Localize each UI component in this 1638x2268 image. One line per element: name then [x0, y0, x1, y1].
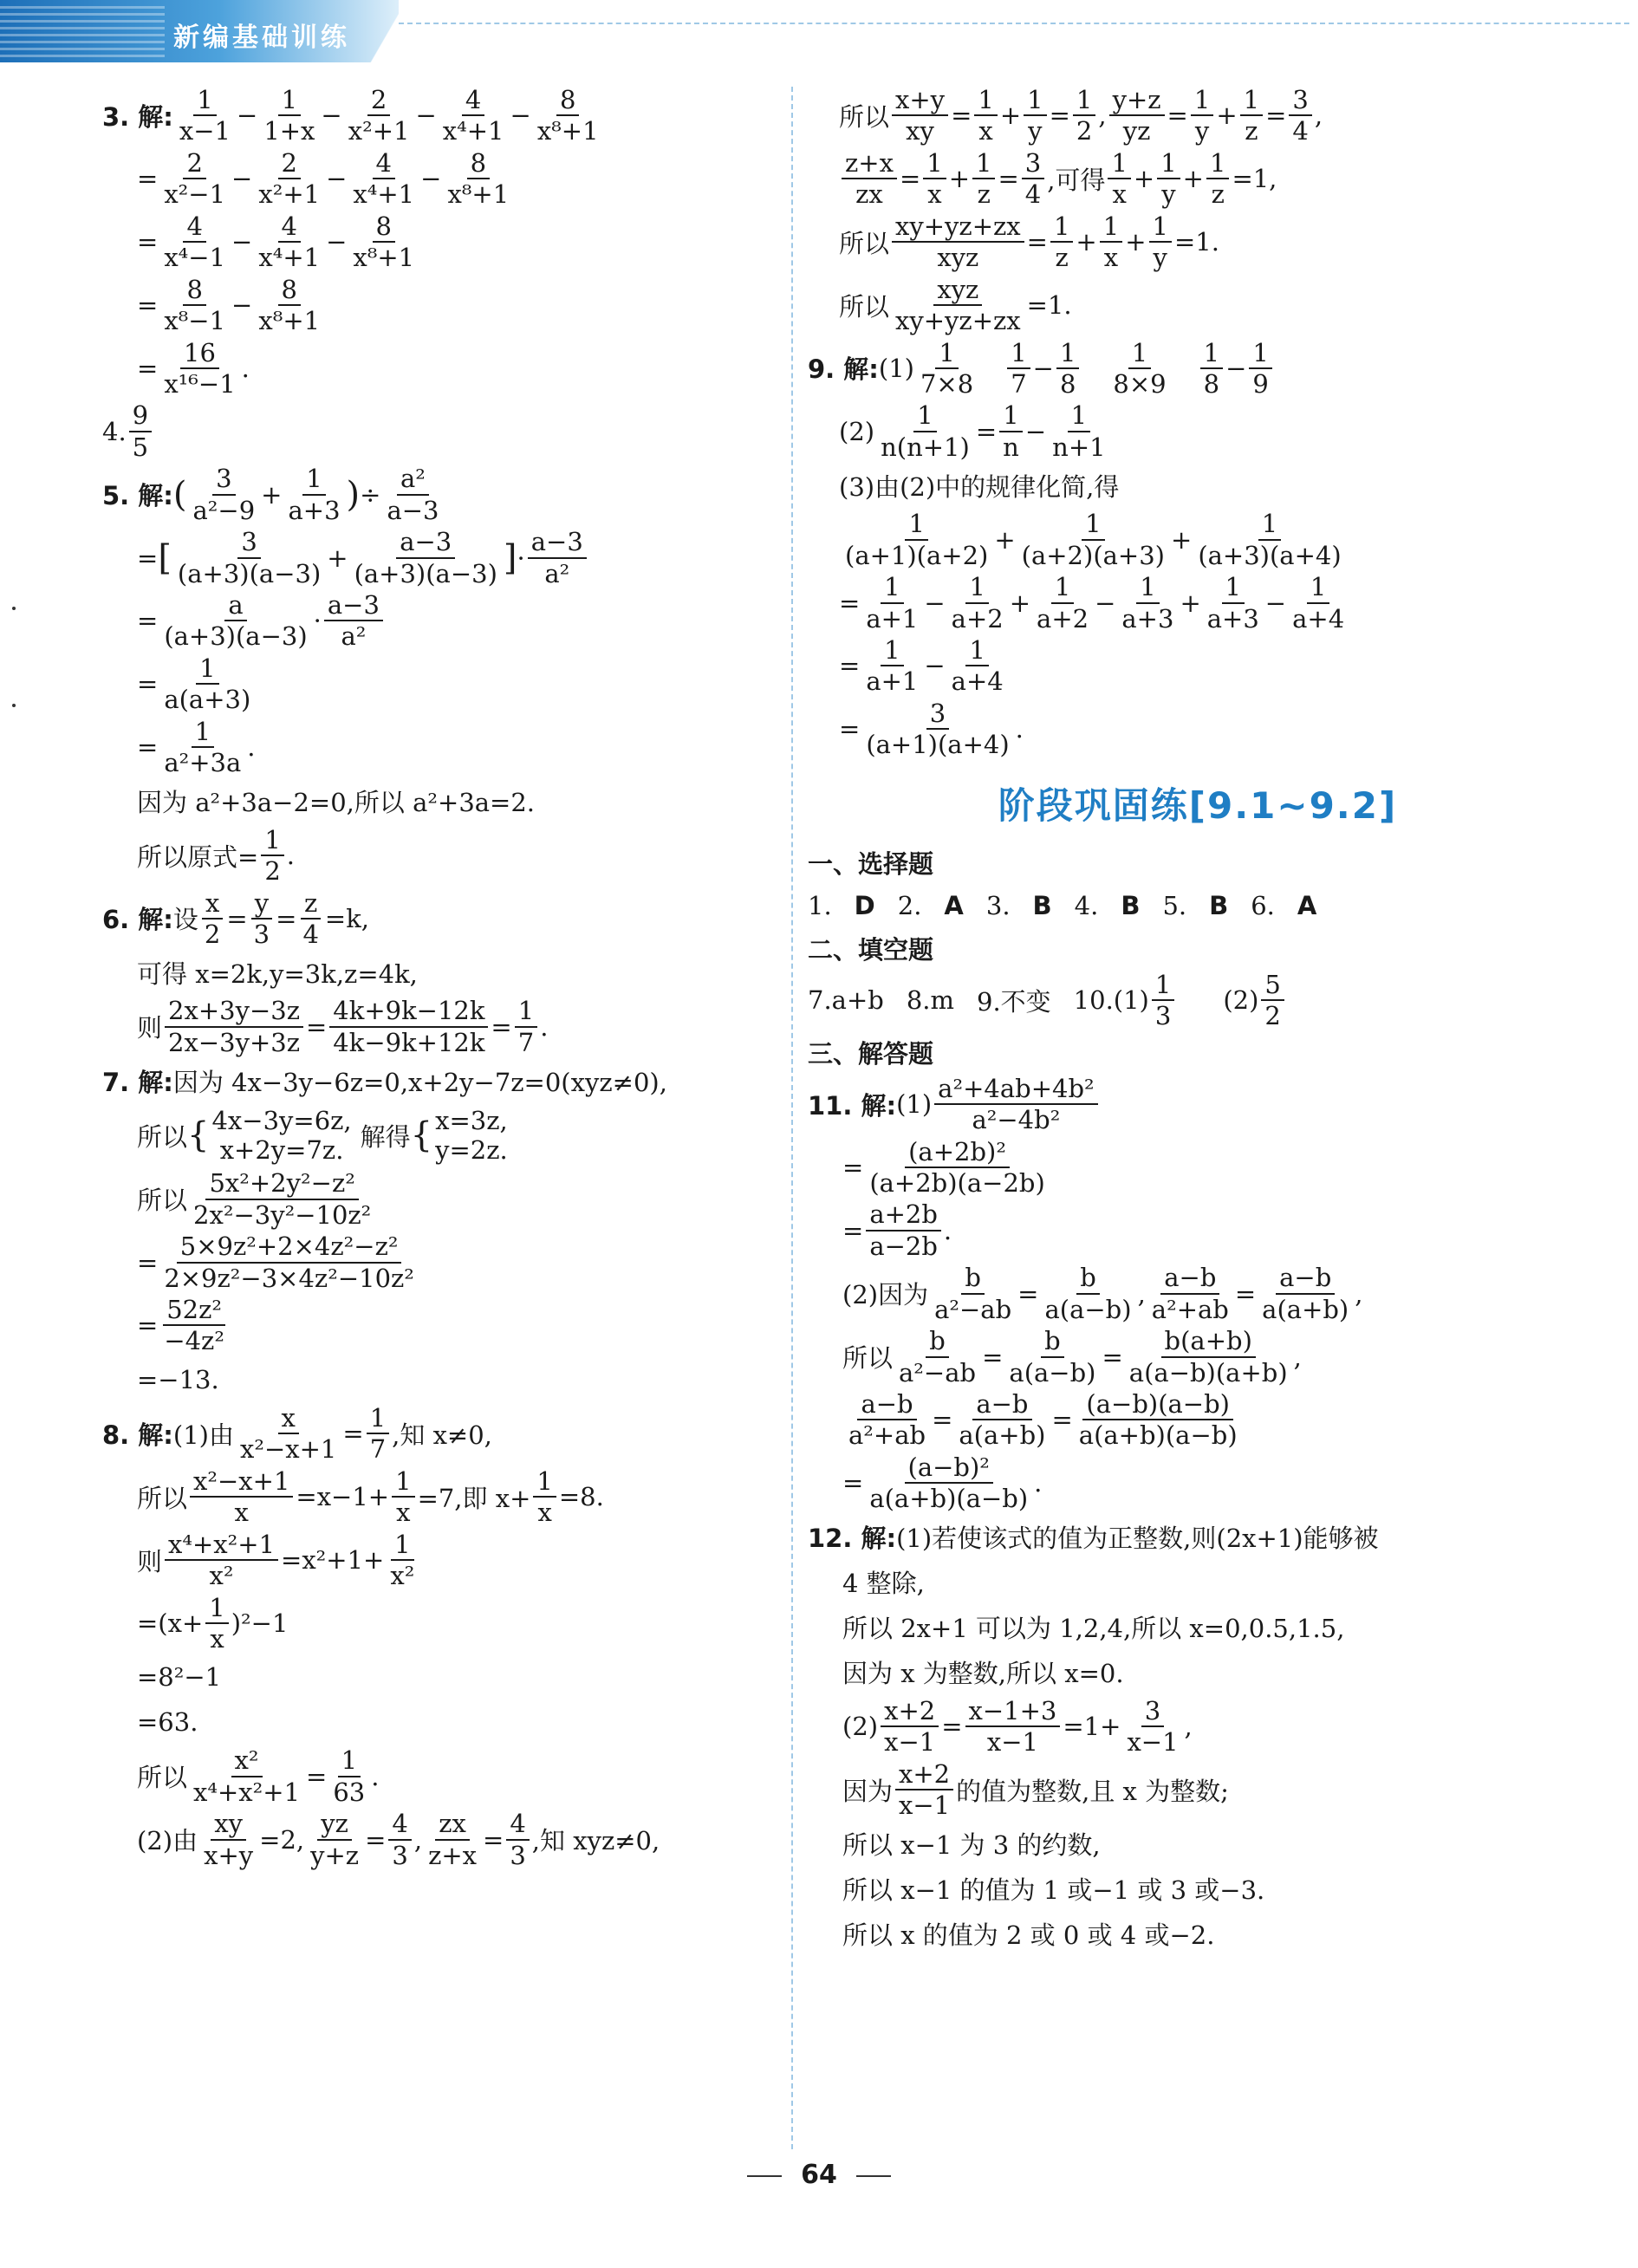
fraction: $\frac{1}{y}$ [1024, 87, 1046, 145]
fraction: $\frac{1}{x}$ [923, 150, 946, 208]
problem-11-line-2: = $\frac{\text{(a+2b)²}}{(a+2b)(a-2b)}$ [808, 1139, 1588, 1197]
fraction: $\frac{\text{5x²+2y²−z²}}{\text{2x²−3y²−10z²}}$ [193, 1168, 372, 1230]
problem-8-cont-line-3: 所以 $\frac{xy+yz+zx}{\text{xyz}}$ = $\frac{1}{z}$ + $\frac{1}{x}$ + $\frac{1}{y}$ =1. [839, 211, 1219, 273]
fraction: $\frac{z+x}{zx}$ [842, 150, 897, 208]
problem-5-line-2: = [ $\frac{3}{(a+3)(a-3)}$ + $\frac{a-3}{(a+3)(a-3)}$ ] · $\frac{a-3}{\text{a²}}$ [102, 529, 778, 587]
fraction: $\frac{8}{\text{x⁸+1}}$ [536, 85, 599, 146]
problem-8-line-1: 8. 解: (1)由 $\frac{x}{\text{x²−x+1}}$ = $\frac{1}{7}$ ,知 x≠0, [102, 1402, 492, 1465]
fraction: $\frac{3}{x-1}$ [1127, 1695, 1179, 1758]
equation-system: 4x−3y=6z, x+2y=7z. [211, 1106, 352, 1166]
fraction: $\frac{b}{a(a-b)}$ [1044, 1263, 1132, 1324]
problem-5-line-1: 5. 解: ( $\frac{3}{\text{a²−9}}$ + $\frac{1}{a+3}$ ) ÷ $\frac{\text{a²}}{a-3}$ [102, 465, 778, 523]
fraction: $\frac{1}{x}$ [1100, 213, 1122, 271]
fraction: $\frac{4}{\text{x⁴+1}}$ [353, 147, 415, 210]
answer-item: 4. B [1074, 890, 1141, 920]
problem-7-system: 所以 { 4x−3y=6z, x+2y=7z. 解得 { x=3z, y=2z. [137, 1106, 508, 1166]
problem-7-line-5: = $\frac{\text{52z²}}{\text{−4z²}}$ [102, 1296, 778, 1355]
problem-5-line-3: = $\frac{a}{(a+3)(a-3)}$ · $\frac{a-3}{\text{a²}}$ [102, 592, 778, 650]
fraction: $\frac{1}{2}$ [261, 827, 283, 885]
fraction: $\frac{1}{y}$ [1157, 150, 1180, 208]
fraction: $\frac{8}{\text{x⁸−1}}$ [164, 274, 226, 336]
fraction: $\frac{1}{z}$ [1050, 213, 1073, 271]
fraction: $\frac{\text{x⁴+x²+1}}{\text{x²}}$ [165, 1531, 278, 1589]
fraction: $\frac{1}{63}$ [333, 1745, 366, 1807]
fraction: $\frac{2}{\text{x²+1}}$ [258, 147, 321, 210]
margin-dot [12, 704, 16, 707]
answer-item: 2. A [897, 890, 964, 920]
section-heading-fill: 二、填空题 [808, 934, 934, 965]
problem-12-text-2: 4 整除, [842, 1569, 925, 1599]
fraction: $\frac{1}{(a+2)(a+3)}$ [1021, 509, 1165, 570]
fraction: $\frac{x}{\text{x²−x+1}}$ [239, 1402, 337, 1465]
fraction: $\frac{1}{x-1}$ [179, 85, 231, 146]
problem-11-line-7: = $\frac{\text{(a−b)²}}{a(a+b)(a-b)}$ . [842, 1452, 1043, 1514]
fraction: $\frac{1}{1+x}$ [263, 85, 315, 146]
fraction: $\frac{a-b}{a(a+b)}$ [1262, 1263, 1349, 1324]
problem-9-line-6: = $\frac{1}{a+1}$ − $\frac{1}{a+4}$ [808, 637, 1588, 695]
fraction: $\frac{zx}{z+x}$ [428, 1809, 477, 1870]
fraction: $\frac{y+z}{yz}$ [1109, 87, 1165, 145]
problem-7-line-3: 所以 $\frac{\text{5x²+2y²−z²}}{\text{2x²−3y²−10z²}}$ [102, 1170, 778, 1228]
fraction: $\frac{1}{a+1}$ [866, 635, 919, 697]
problem-5-line-4: = $\frac{1}{a(a+3)}$ [102, 655, 778, 713]
fraction: $\frac{\text{x²}}{\text{x⁴+x²+1}}$ [193, 1745, 301, 1807]
problem-8-part-2: (2)由 $\frac{xy}{x+y}$ =2, $\frac{yz}{y+z}$ = $\frac{4}{3}$ , $\frac{zx}{z+x}$ = $\frac{4}{3}$ ,知 xyz≠0, [137, 1809, 660, 1870]
problem-11-line-1: 11. 解: (1) $\frac{\text{a²+4ab+4b²}}{\text{a²−4b²}}$ [808, 1076, 1588, 1134]
fraction: $\frac{xy+yz+zx}{\text{xyz}}$ [892, 213, 1024, 271]
fraction: $\frac{1}{a+4}$ [951, 635, 1004, 697]
problem-12-line-1: 12. 解: (1)若使该式的值为正整数,则(2x+1)能够被 [808, 1517, 1588, 1557]
fraction: $\frac{1}{x}$ [533, 1468, 556, 1526]
header-dashed-line [399, 23, 1629, 24]
problem-8-cont-line-1: 所以 $\frac{x+y}{xy}$ = $\frac{1}{x}$ + $\frac{1}{y}$ = $\frac{1}{2}$ , $\frac{y+z}{yz}$ = $\frac{1}{y}$ + $\frac{1}{z}$ = $\frac{3}{4}$ , [839, 85, 1323, 146]
fraction: $\frac{8}{\text{x⁸+1}}$ [447, 147, 510, 210]
fraction: $\frac{\text{5×9z²+2×4z²−z²}}{\text{2×9z²−3×4z²−10z²}}$ [164, 1231, 414, 1293]
answer-item: 6. A [1251, 890, 1317, 920]
problem-7-line-4: = $\frac{\text{5×9z²+2×4z²−z²}}{\text{2×9z²−3×4z²−10z²}}$ [102, 1233, 778, 1291]
fraction: $\frac{9}{5}$ [129, 402, 152, 460]
fraction: $\frac{b}{a(a-b)}$ [1009, 1326, 1096, 1387]
fraction: $\frac{1}{z}$ [972, 150, 995, 208]
fraction: $\frac{1}{n}$ [999, 402, 1023, 460]
problem-5-text-1: 因为 a²+3a−2=0,所以 a²+3a=2. [137, 788, 536, 818]
fraction: $\frac{1}{7}$ [515, 998, 537, 1056]
problem-12-text-4: 因为 x 为整数,所以 x=0. [842, 1659, 1124, 1689]
fraction: $\frac{4}{3}$ [506, 1810, 529, 1868]
right-column [808, 87, 1588, 1959]
problem-8-line-5: =8²−1 [137, 1662, 222, 1693]
fraction: $\frac{2}{\text{x²−1}}$ [164, 147, 226, 210]
problem-label: 12. 解: [808, 1524, 897, 1554]
fraction: $\frac{1}{n+1}$ [1052, 400, 1106, 462]
fraction: $\frac{16}{\text{x¹⁶−1}}$ [164, 337, 236, 399]
answer-item: 3. B [985, 890, 1052, 920]
fraction: $\frac{a-3}{(a+3)(a-3)}$ [354, 527, 497, 588]
fraction: $\frac{\text{a²}}{a-3}$ [387, 464, 439, 525]
fraction: $\frac{1}{8}$ [1056, 340, 1079, 398]
fraction: $\frac{1}{9}$ [1249, 340, 1271, 398]
problem-7-line-1: 7. 解: 因为 4x−3y−6z=0,x+2y−7z=0(xyz≠0), [102, 1061, 778, 1101]
header-stripes [0, 5, 165, 57]
fill-in-answers: 7.a+b 8.m 9.不变 10.(1) $\frac{1}{3}$ (2) $\frac{5}{2}$ [808, 972, 1588, 1030]
problem-9-line-7: = $\frac{3}{(a+1)(a+4)}$ . [839, 698, 1024, 760]
problem-8-cont-line-2: $\frac{z+x}{zx}$ = $\frac{1}{x}$ + $\frac{1}{z}$ = $\frac{3}{4}$ ,可得 $\frac{1}{x}$ + $\frac{1}{y}$ + $\frac{1}{z}$ =1, [808, 150, 1588, 208]
fraction: $\frac{1}{\text{a²+3a}}$ [164, 716, 242, 778]
fraction: $\frac{1}{z}$ [1240, 87, 1263, 145]
section-title: 阶段巩固练[9.1~9.2] [998, 783, 1398, 827]
problem-12-text-3: 所以 2x+1 可以为 1,2,4,所以 x=0,0.5,1.5, [842, 1614, 1345, 1644]
fraction: $\frac{\text{a²+4ab+4b²}}{\text{a²−4b²}}$ [934, 1076, 1097, 1134]
problem-12-text-8: 所以 x 的值为 2 或 0 或 4 或−2. [842, 1920, 1215, 1950]
fraction: $\frac{b(a+b)}{a(a-b)(a+b)}$ [1128, 1326, 1288, 1387]
problem-6-line-1: 6. 解: 设 $\frac{x}{2}$ = $\frac{y}{3}$ = $\frac{z}{4}$ =k, [102, 887, 369, 949]
problem-8-line-4: =(x+ $\frac{1}{x}$ )²−1 [137, 1592, 289, 1654]
problem-11-line-6: $\frac{a-b}{\text{a²+ab}}$ = $\frac{a-b}{a(a+b)}$ = $\frac{(a-b)(a-b)}{a(a+b)(a-b)}$ [808, 1391, 1588, 1449]
fraction: $\frac{3}{\text{a²−9}}$ [192, 464, 256, 525]
fraction: $\frac{b}{\text{a²−ab}}$ [899, 1326, 977, 1387]
fraction: $\frac{1}{z}$ [1206, 150, 1229, 208]
fraction: $\frac{1}{\text{x²}}$ [390, 1529, 415, 1591]
problem-11-line-5: 所以 $\frac{b}{\text{a²−ab}}$ = $\frac{b}{a(a-b)}$ = $\frac{b(a+b)}{a(a-b)(a+b)}$ , [842, 1326, 1302, 1387]
fraction: $\frac{1}{a+3}$ [288, 464, 341, 525]
fraction: $\frac{a-b}{\text{a²+ab}}$ [1151, 1263, 1229, 1324]
problem-8-cont-line-4: 所以 $\frac{\text{xyz}}{xy+yz+zx}$ =1. [839, 274, 1072, 336]
fraction: $\frac{b}{\text{a²−ab}}$ [934, 1263, 1012, 1324]
problem-9-line-2: (2) $\frac{1}{n(n+1)}$ = $\frac{1}{n}$ − $\frac{1}{n+1}$ [808, 402, 1588, 460]
fraction: $\frac{2x+3y-3z}{2x-3y+3z}$ [165, 998, 303, 1056]
answer-item: 5. B [1162, 890, 1229, 920]
fraction: $\frac{1}{x}$ [392, 1468, 414, 1526]
fraction: $\frac{1}{a+1}$ [866, 572, 919, 634]
problem-8-line-6: =63. [137, 1707, 198, 1738]
section-heading-choice: 一、选择题 [808, 848, 934, 879]
problem-7-result: =−13. [137, 1364, 219, 1394]
fraction: $\frac{4}{\text{x⁴+1}}$ [258, 211, 321, 273]
fraction: $\frac{1}{a+2}$ [951, 572, 1004, 634]
fraction: $\frac{x-1+3}{x-1}$ [965, 1698, 1061, 1756]
problem-5-text-2: 所以原式= $\frac{1}{2}$ . [137, 824, 295, 887]
problem-label: 6. 解: [102, 905, 173, 935]
fraction: $\frac{x+2}{x-1}$ [881, 1698, 939, 1756]
fraction: $\frac{1}{a+4}$ [1292, 572, 1345, 634]
problem-11-line-3: = $\frac{a+2b}{a-2b}$ . [842, 1199, 952, 1261]
problem-4: 4. $\frac{9}{5}$ [102, 402, 778, 460]
problem-3-line-2: = $\frac{2}{\text{x²−1}}$ − $\frac{2}{\text{x²+1}}$ − $\frac{4}{\text{x⁴+1}}$ − $\frac{8}{\text{x⁸+1}}$ [102, 150, 778, 208]
fraction: $\frac{a-3}{\text{a²}}$ [324, 592, 383, 650]
fraction: $\frac{4k+9k-12k}{4k-9k+12k}$ [329, 998, 488, 1056]
fraction: $\frac{1}{7}$ [1007, 340, 1030, 398]
fraction: $\frac{a}{(a+3)(a-3)}$ [164, 590, 308, 652]
fraction: $\frac{4}{\text{x⁴+1}}$ [442, 85, 504, 146]
fraction: $\frac{\text{52z²}}{\text{−4z²}}$ [164, 1295, 224, 1356]
fraction: $\frac{1}{8\times 9}$ [1113, 337, 1167, 399]
fraction: $\frac{4}{\text{x⁴−1}}$ [164, 211, 226, 273]
section-heading-solve: 三、解答题 [808, 1038, 934, 1069]
fraction: $\frac{y}{3}$ [250, 890, 273, 948]
problem-3-line-5: = $\frac{16}{\text{x¹⁶−1}}$ . [137, 337, 250, 399]
fraction: $\frac{1}{(a+3)(a+4)}$ [1198, 509, 1342, 570]
fraction: $\frac{1}{2}$ [1073, 87, 1095, 145]
problem-3-line-1: 3. 解: $\frac{1}{x-1}$ − $\frac{1}{1+x}$ − $\frac{2}{\text{x²+1}}$ − $\frac{4}{\text{x⁴+1}}$ − $\frac{8}{\text{x⁸+1}}$ [102, 87, 778, 145]
problem-9-line-1: 9. 解: (1) $\frac{1}{7\times 8}$ $\frac{1}{7}$ − $\frac{1}{8}$ $\frac{1}{8\times 9}$ $\frac{1}{8}$ − $\frac{1}{9}$ [808, 340, 1588, 398]
footer-dash [747, 2175, 782, 2177]
fraction: $\frac{yz}{y+z}$ [310, 1809, 360, 1870]
equation-system: x=3z, y=2z. [435, 1106, 508, 1166]
fraction: $\frac{a-3}{\text{a²}}$ [528, 529, 587, 587]
problem-5-line-5: = $\frac{1}{\text{a²+3a}}$ . [137, 716, 256, 778]
fraction: $\frac{1}{a+3}$ [1121, 572, 1174, 634]
header-banner [0, 0, 399, 62]
fraction: $\frac{8}{\text{x⁸+1}}$ [353, 211, 415, 273]
fraction: $\frac{a-b}{\text{a²+ab}}$ [848, 1389, 926, 1451]
footer-dash [856, 2175, 891, 2177]
problem-label: 8. 解: [102, 1420, 173, 1450]
fraction: $\frac{z}{4}$ [299, 890, 322, 948]
fraction: $\frac{4}{3}$ [388, 1810, 411, 1868]
fraction: $\frac{1}{x}$ [1108, 150, 1130, 208]
fraction: $\frac{1}{a+2}$ [1037, 572, 1089, 634]
problem-3-line-4: = $\frac{8}{\text{x⁸−1}}$ − $\frac{8}{\text{x⁸+1}}$ [102, 276, 778, 335]
fraction: $\frac{3}{(a+3)(a-3)}$ [177, 527, 322, 588]
problem-9-line-4: $\frac{1}{(a+1)(a+2)}$ + $\frac{1}{(a+2)(a+3)}$ + $\frac{1}{(a+3)(a+4)}$ [808, 510, 1588, 569]
fraction: $\frac{a-b}{a(a+b)}$ [959, 1389, 1046, 1451]
problem-12-text-7: 所以 x−1 的值为 1 或−1 或 3 或−3. [842, 1875, 1265, 1905]
problem-8-line-7: 所以 $\frac{\text{x²}}{\text{x⁴+x²+1}}$ = $\frac{1}{63}$ . [137, 1745, 380, 1807]
fraction: $\frac{1}{3}$ [1152, 972, 1197, 1030]
problem-12-line-6: 因为 $\frac{x+2}{x-1}$ 的值为整数,且 x 为整数; [842, 1758, 1229, 1821]
fraction: $\frac{x}{2}$ [201, 890, 224, 948]
fraction: $\frac{1}{n(n+1)}$ [881, 400, 970, 462]
page-number: 64 [0, 2160, 1638, 2190]
fraction: $\frac{1}{y}$ [1191, 87, 1213, 145]
fraction: $\frac{xy}{x+y}$ [204, 1809, 254, 1870]
fraction: $\frac{\text{x²−x+1}}{x}$ [190, 1468, 293, 1526]
multiple-choice-answers [808, 886, 1588, 926]
fraction: $\frac{1}{x}$ [974, 87, 997, 145]
fraction: $\frac{3}{(a+1)(a+4)}$ [866, 698, 1010, 760]
problem-label: 3. 解: [102, 101, 173, 132]
problem-9-line-5: = $\frac{1}{a+1}$ − $\frac{1}{a+2}$ + $\frac{1}{a+2}$ − $\frac{1}{a+3}$ + $\frac{1}{a+3}$ − $\frac{1}{a+4}$ [808, 574, 1588, 632]
fraction: $\frac{5}{2}$ [1261, 972, 1306, 1030]
fraction: $\frac{1}{a+3}$ [1206, 572, 1259, 634]
answer-item: 1. D [808, 890, 875, 920]
fraction: $\frac{2}{\text{x²+1}}$ [348, 85, 410, 146]
fraction: $\frac{1}{7\times 8}$ [920, 337, 974, 399]
fraction: $\frac{1}{y}$ [1149, 213, 1172, 271]
column-divider [791, 87, 793, 2149]
problem-12-line-5: (2) $\frac{x+2}{x-1}$ = $\frac{x-1+3}{x-1}$ =1+ $\frac{3}{x-1}$ , [842, 1695, 1193, 1758]
fraction: $\frac{(a-b)(a-b)}{a(a+b)(a-b)}$ [1078, 1389, 1238, 1451]
problem-label: 5. 解: [102, 481, 173, 511]
problem-12-text-6: 所以 x−1 为 3 的约数, [842, 1830, 1101, 1860]
fraction: $\frac{1}{7}$ [367, 1405, 389, 1463]
fraction: $\frac{x+2}{x-1}$ [895, 1761, 953, 1819]
problem-6-text-1: 可得 x=2k,y=3k,z=4k, [137, 959, 418, 989]
problem-11-line-4: (2)因为 $\frac{b}{\text{a²−ab}}$ = $\frac{b}{a(a-b)}$ , $\frac{a-b}{\text{a²+ab}}$ = $\frac{a-b}{a(a+b)}$ , [842, 1263, 1363, 1324]
left-column [102, 87, 778, 1874]
header-title: 新编基础训练 [173, 23, 350, 53]
problem-8-line-2: 所以 $\frac{\text{x²−x+1}}{x}$ =x−1+ $\frac{1}{x}$ =7,即 x+ $\frac{1}{x}$ =8. [137, 1465, 604, 1528]
fraction: $\frac{8}{\text{x⁸+1}}$ [258, 274, 321, 336]
fraction: $\frac{3}{4}$ [1289, 87, 1311, 145]
problem-3-line-3: = $\frac{4}{\text{x⁴−1}}$ − $\frac{4}{\text{x⁴+1}}$ − $\frac{8}{\text{x⁸+1}}$ [102, 213, 778, 271]
problem-label: 9. 解: [808, 354, 879, 385]
problem-8-line-3: 则 $\frac{\text{x⁴+x²+1}}{\text{x²}}$ =x²+1+ $\frac{1}{\text{x²}}$ [102, 1531, 778, 1589]
fraction: $\frac{1}{a(a+3)}$ [164, 653, 251, 715]
problem-label: 11. 解: [808, 1090, 897, 1121]
problem-6-line-3: 则 $\frac{2x+3y-3z}{2x-3y+3z}$ = $\frac{4k+9k-12k}{4k-9k+12k}$ = $\frac{1}{7}$ . [137, 996, 549, 1057]
fraction: $\frac{a+2b}{a-2b}$ [866, 1201, 941, 1259]
fraction: $\frac{x+y}{xy}$ [892, 87, 948, 145]
fraction: $\frac{1}{8}$ [1200, 340, 1223, 398]
fraction: $\frac{\text{(a−b)²}}{a(a+b)(a-b)}$ [869, 1452, 1029, 1514]
fraction: $\frac{1}{(a+1)(a+2)}$ [845, 509, 989, 570]
fraction: $\frac{\text{(a+2b)²}}{(a+2b)(a-2b)}$ [869, 1136, 1045, 1198]
fraction: $\frac{1}{x}$ [205, 1595, 228, 1653]
fraction: $\frac{\text{xyz}}{xy+yz+zx}$ [895, 274, 1021, 336]
problem-9-text: (3)由(2)中的规律化简,得 [839, 471, 1120, 502]
fraction: $\frac{3}{4}$ [1022, 150, 1044, 208]
problem-label: 7. 解: [102, 1067, 173, 1097]
margin-dot [12, 607, 16, 610]
